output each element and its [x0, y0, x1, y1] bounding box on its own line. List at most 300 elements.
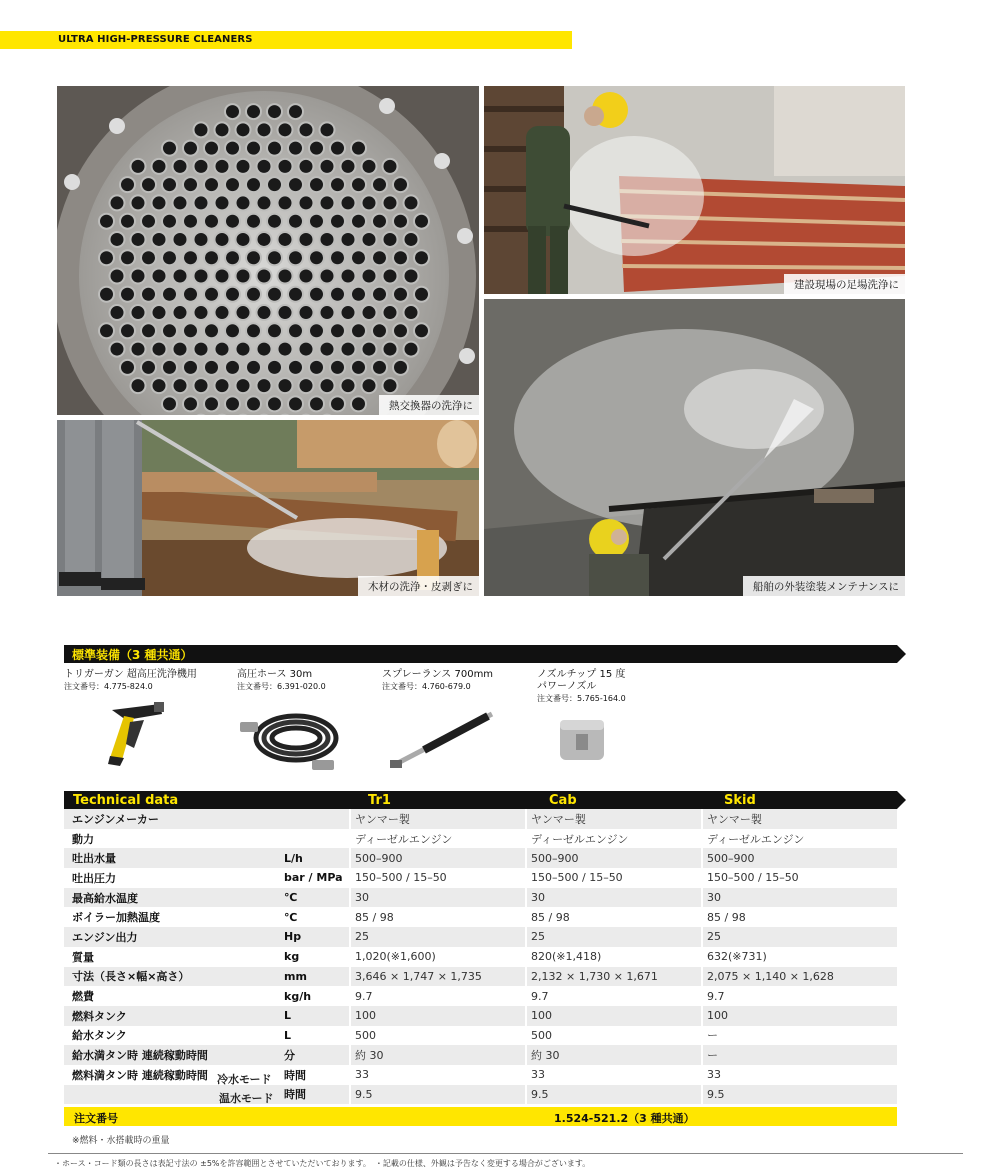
tube-hole: [225, 141, 240, 156]
tube-hole: [183, 214, 198, 229]
spec-value-skid: 9.5: [702, 1085, 897, 1105]
tube-hole: [299, 159, 314, 174]
tube-hole: [173, 378, 188, 393]
tube-hole: [173, 269, 188, 284]
tube-hole: [309, 177, 324, 192]
order-number-label: 注文番号: [74, 1112, 118, 1125]
tube-hole: [225, 214, 240, 229]
tube-hole: [131, 232, 146, 247]
tube-hole: [267, 104, 282, 119]
band-arrow: [897, 791, 906, 809]
tube-hole: [278, 269, 293, 284]
tube-hole: [225, 177, 240, 192]
tube-hole: [341, 159, 356, 174]
spec-unit: kg: [284, 950, 300, 964]
tube-hole: [162, 214, 177, 229]
ship-illustration: [484, 299, 905, 596]
tube-hole: [257, 269, 272, 284]
spec-label: 寸法（長さ×幅×高さ）: [64, 967, 284, 987]
spec-value-tr1: 1,020(※1,600): [350, 947, 526, 967]
tube-hole: [141, 214, 156, 229]
spec-row: [64, 1006, 897, 1026]
tube-hole: [131, 305, 146, 320]
photo-caption: 建設現場の足場洗浄に: [784, 274, 905, 294]
tube-hole: [99, 323, 114, 338]
tube-hole: [299, 305, 314, 320]
timber-cleaning-photo: [57, 420, 479, 596]
tube-hole: [372, 323, 387, 338]
tube-hole: [414, 250, 429, 265]
tube-hole: [152, 232, 167, 247]
spec-value-cab: 33: [526, 1065, 702, 1085]
spec-value-skid: ー: [702, 1045, 897, 1065]
spec-label: 燃料満タン時 連続稼動時間: [72, 1068, 208, 1082]
tube-hole: [194, 378, 209, 393]
tube-hole: [215, 378, 230, 393]
spec-value-skid: ー: [702, 1026, 897, 1046]
tube-hole: [288, 214, 303, 229]
tube-hole: [120, 250, 135, 265]
spec-value-tr1: ディーゼルエンジン: [350, 829, 526, 849]
tube-hole: [120, 360, 135, 375]
spec-value-skid: 632(※731): [702, 947, 897, 967]
spec-label: 吐出水量: [64, 848, 284, 868]
tube-hole: [278, 378, 293, 393]
tube-hole: [131, 378, 146, 393]
tube-hole: [404, 269, 419, 284]
tube-hole: [194, 122, 209, 137]
tube-hole: [173, 159, 188, 174]
section-title: ULTRA HIGH-PRESSURE CLEANERS: [58, 34, 253, 45]
spec-row: [64, 809, 897, 829]
spec-row: [64, 1065, 897, 1085]
tube-hole: [299, 378, 314, 393]
spec-label: エンジンメーカー: [64, 809, 284, 829]
spec-row: [64, 947, 897, 967]
tube-hole: [320, 342, 335, 357]
model-cab-header: Cab: [549, 793, 577, 808]
spec-label: 燃料タンク: [64, 1006, 284, 1026]
tube-hole: [267, 214, 282, 229]
accessory-name: ノズルチップ 15 度: [537, 669, 626, 680]
tube-hole: [120, 177, 135, 192]
tube-hole: [383, 378, 398, 393]
tube-hole: [183, 250, 198, 265]
hot-water-mode-label: 温水モード: [219, 1092, 274, 1105]
spec-value-tr1: 33: [350, 1065, 526, 1085]
tube-hole: [173, 342, 188, 357]
spec-label: 給水タンク: [72, 1029, 127, 1043]
tube-hole: [404, 195, 419, 210]
tube-hole: [351, 323, 366, 338]
tube-hole: [351, 396, 366, 411]
tube-hole: [99, 214, 114, 229]
tube-hole: [215, 232, 230, 247]
tube-hole: [309, 323, 324, 338]
tube-hole: [299, 232, 314, 247]
tube-hole: [288, 250, 303, 265]
standard-equipment-title: 標準装備（3 種共通）: [72, 648, 193, 662]
spec-value-skid: 30: [702, 888, 897, 908]
tube-hole: [110, 232, 125, 247]
tube-hole: [309, 360, 324, 375]
tube-hole: [362, 159, 377, 174]
tube-hole: [225, 360, 240, 375]
tube-hole: [278, 122, 293, 137]
tube-hole: [183, 323, 198, 338]
tube-hole: [236, 122, 251, 137]
tube-hole: [257, 122, 272, 137]
tube-hole: [120, 214, 135, 229]
tube-hole: [246, 396, 261, 411]
tube-hole: [257, 342, 272, 357]
tube-hole: [309, 396, 324, 411]
tube-hole: [257, 232, 272, 247]
spec-unit: ℃: [284, 910, 298, 924]
accessory-trigger-gun: [64, 669, 197, 692]
tube-hole: [414, 287, 429, 302]
tube-hole: [194, 159, 209, 174]
accessory-code: 注文番号：4.760-679.0: [382, 682, 471, 691]
tube-hole: [309, 287, 324, 302]
tube-hole: [204, 360, 219, 375]
tube-hole: [246, 360, 261, 375]
spec-value-cab: 9.5: [526, 1085, 702, 1105]
tube-hole: [330, 177, 345, 192]
spec-unit: Hp: [284, 927, 350, 947]
tube-hole: [330, 250, 345, 265]
tube-hole: [131, 195, 146, 210]
tube-hole: [110, 342, 125, 357]
tube-hole: [204, 141, 219, 156]
tube-hole: [288, 360, 303, 375]
tube-hole: [320, 232, 335, 247]
tube-hole: [152, 269, 167, 284]
order-number-row: [64, 1107, 897, 1126]
tube-hole: [183, 396, 198, 411]
tube-hole: [183, 360, 198, 375]
spec-value-cab: 150–500 / 15–50: [526, 868, 702, 888]
tube-hole: [341, 269, 356, 284]
tube-hole: [225, 396, 240, 411]
spec-value-cab: 820(※1,418): [526, 947, 702, 967]
tube-hole: [215, 122, 230, 137]
tube-hole: [183, 141, 198, 156]
spec-unit: L: [284, 1006, 350, 1026]
spec-unit: 時間: [284, 1085, 350, 1105]
spec-value-tr1: 85 / 98: [350, 907, 526, 927]
tube-hole: [131, 269, 146, 284]
tube-hole: [341, 232, 356, 247]
tube-hole: [246, 104, 261, 119]
spec-value-skid: ヤンマー製: [702, 809, 897, 829]
spec-unit: L: [284, 1028, 292, 1042]
spec-value-tr1: 3,646 × 1,747 × 1,735: [350, 967, 526, 987]
tube-hole: [288, 177, 303, 192]
tube-hole: [173, 305, 188, 320]
tube-hole: [351, 214, 366, 229]
tube-hole: [267, 287, 282, 302]
tube-hole: [204, 323, 219, 338]
tube-hole: [267, 396, 282, 411]
scaffold-cleaning-photo: [484, 86, 905, 294]
tube-hole: [372, 177, 387, 192]
spec-value-cab: ディーゼルエンジン: [526, 829, 702, 849]
technical-data-band: [64, 791, 897, 809]
tube-hole: [288, 141, 303, 156]
spec-value-cab: 85 / 98: [526, 907, 702, 927]
tube-hole: [383, 305, 398, 320]
tube-hole: [393, 214, 408, 229]
tube-hole: [320, 159, 335, 174]
tube-hole: [278, 342, 293, 357]
accessory-nozzle-tip: [537, 669, 626, 704]
tube-hole: [246, 214, 261, 229]
spec-value-cab: 2,132 × 1,730 × 1,671: [526, 967, 702, 987]
spec-label: 吐出圧力: [72, 871, 116, 885]
tube-hole: [110, 305, 125, 320]
tube-hole: [372, 250, 387, 265]
tube-hole: [236, 232, 251, 247]
heat-exchanger-photo: [57, 86, 479, 415]
tube-hole: [257, 305, 272, 320]
photo-caption: 熱交換器の洗浄に: [379, 395, 479, 415]
tube-hole: [414, 323, 429, 338]
accessory-code: 注文番号：4.775-824.0: [64, 682, 153, 691]
tube-hole: [383, 159, 398, 174]
tube-hole: [141, 287, 156, 302]
spec-row: [64, 1085, 897, 1105]
tube-hole: [288, 104, 303, 119]
spec-row: [64, 967, 897, 987]
tube-hole: [225, 250, 240, 265]
tube-hole: [99, 287, 114, 302]
spec-unit: kg/h: [284, 989, 312, 1003]
spec-value-skid: ディーゼルエンジン: [702, 829, 897, 849]
tube-hole: [204, 214, 219, 229]
tube-hole: [162, 250, 177, 265]
accessory-hose: [237, 669, 326, 692]
tube-hole: [362, 342, 377, 357]
accessory-name: トリガーガン 超高圧洗浄機用: [64, 669, 197, 680]
tube-hole: [120, 323, 135, 338]
tube-hole: [246, 287, 261, 302]
tube-hole: [351, 360, 366, 375]
spec-unit: 分: [284, 1045, 350, 1065]
tube-hole: [225, 287, 240, 302]
tube-hole: [120, 287, 135, 302]
spec-value-tr1: 500: [350, 1026, 526, 1046]
tube-hole: [257, 159, 272, 174]
spec-value-skid: 500–900: [702, 848, 897, 868]
tube-hole: [362, 305, 377, 320]
tube-hole: [152, 159, 167, 174]
spec-label: 給水満タン時 連続稼動時間: [64, 1045, 284, 1065]
tube-hole: [351, 177, 366, 192]
spec-value-tr1: 約 30: [350, 1045, 526, 1065]
tube-hole: [320, 378, 335, 393]
tube-hole: [267, 360, 282, 375]
spec-row: [64, 1045, 897, 1065]
spec-unit: [284, 829, 350, 849]
tube-hole: [236, 269, 251, 284]
tube-hole: [309, 214, 324, 229]
model-tr1-header: Tr1: [368, 793, 391, 808]
tube-hole: [267, 250, 282, 265]
spec-unit: L/h: [284, 848, 350, 868]
tube-hole: [404, 342, 419, 357]
spec-unit: mm: [284, 967, 350, 987]
spec-value-tr1: 9.7: [350, 986, 526, 1006]
weight-note: ※燃料・水搭載時の重量: [72, 1136, 170, 1146]
spec-value-tr1: 25: [350, 927, 526, 947]
tube-hole: [393, 250, 408, 265]
tube-hole: [320, 122, 335, 137]
spec-label: 質量: [72, 950, 94, 964]
tube-hole: [320, 195, 335, 210]
tube-hole: [383, 232, 398, 247]
tube-hole: [278, 232, 293, 247]
tube-hole: [183, 177, 198, 192]
tube-hole: [152, 195, 167, 210]
spec-label: ボイラー加熱温度: [72, 911, 160, 925]
tube-hole: [173, 232, 188, 247]
tube-hole: [351, 141, 366, 156]
tube-hole: [152, 342, 167, 357]
tube-hole: [414, 214, 429, 229]
spec-value-tr1: 100: [350, 1006, 526, 1026]
accessory-name-2: パワーノズル: [537, 681, 597, 692]
tube-hole: [299, 122, 314, 137]
tube-hole: [215, 342, 230, 357]
tube-hole: [393, 177, 408, 192]
spec-row: [64, 986, 897, 1006]
spec-unit: [284, 809, 350, 829]
spec-value-cab: 9.7: [526, 986, 702, 1006]
tube-hole: [246, 323, 261, 338]
tube-hole: [267, 323, 282, 338]
tube-hole: [162, 141, 177, 156]
tube-hole: [341, 342, 356, 357]
spec-row: [64, 1026, 897, 1046]
tube-hole: [362, 378, 377, 393]
nozzle-tip-icon: [552, 712, 612, 768]
tube-hole: [351, 250, 366, 265]
spec-label: 最高給水温度: [64, 888, 284, 908]
tube-hole: [141, 323, 156, 338]
tube-hole: [330, 287, 345, 302]
tube-hole: [215, 195, 230, 210]
tube-hole: [288, 287, 303, 302]
tube-hole: [131, 342, 146, 357]
spec-value-skid: 2,075 × 1,140 × 1,628: [702, 967, 897, 987]
ship-maintenance-photo: [484, 299, 905, 596]
accessory-code: 注文番号：5.765-164.0: [537, 694, 626, 703]
spec-row: [64, 907, 897, 927]
spec-value-skid: 85 / 98: [702, 907, 897, 927]
spec-value-skid: 100: [702, 1006, 897, 1026]
spec-unit: bar / MPa: [284, 871, 343, 885]
spec-value-tr1: 9.5: [350, 1085, 526, 1105]
footer-note: ・ホース・コード類の長さは表記寸法の ±5%を許容範囲とさせていただいております。 ・記載の仕様、外観は予告なく変更する場合がございます。: [54, 1159, 591, 1168]
section-header-bar: [0, 31, 572, 49]
tube-hole: [162, 360, 177, 375]
footer-divider: [48, 1153, 963, 1154]
tube-hole: [309, 250, 324, 265]
spec-value-cab: 30: [526, 888, 702, 908]
tube-hole: [372, 360, 387, 375]
accessory-name: スプレーランス 700mm: [382, 669, 494, 680]
tube-hole: [194, 342, 209, 357]
spec-value-skid: 25: [702, 927, 897, 947]
tube-hole: [393, 360, 408, 375]
tube-hole: [341, 378, 356, 393]
spec-row: [64, 927, 897, 947]
band-arrow: [897, 645, 906, 663]
heat-exchanger-illustration: [57, 86, 479, 415]
tube-hole: [383, 269, 398, 284]
tube-hole: [152, 378, 167, 393]
tube-hole: [236, 195, 251, 210]
tube-hole: [141, 177, 156, 192]
tube-hole: [162, 396, 177, 411]
tube-hole: [267, 141, 282, 156]
tube-hole: [215, 159, 230, 174]
tube-hole: [278, 159, 293, 174]
tube-hole: [257, 195, 272, 210]
tube-hole: [204, 177, 219, 192]
spec-value-cab: ヤンマー製: [526, 809, 702, 829]
tube-hole: [288, 323, 303, 338]
spec-value-cab: 500: [526, 1026, 702, 1046]
tube-hole: [404, 305, 419, 320]
spec-label: エンジン出力: [64, 927, 284, 947]
tube-hole: [278, 195, 293, 210]
order-number-value: 1.524-521.2（3 種共通）: [554, 1112, 695, 1125]
timber-illustration: [57, 420, 479, 596]
tube-hole: [194, 232, 209, 247]
tube-hole: [320, 269, 335, 284]
technical-data-title: Technical data: [73, 793, 179, 808]
tube-hole: [341, 305, 356, 320]
tube-hole: [236, 342, 251, 357]
tube-hole: [141, 360, 156, 375]
photo-caption: 船舶の外装塗装メンテナンスに: [743, 576, 905, 596]
tube-hole: [362, 195, 377, 210]
tube-hole: [225, 323, 240, 338]
tube-hole: [236, 159, 251, 174]
tube-hole: [194, 305, 209, 320]
spec-unit: 時間: [284, 1068, 306, 1082]
spec-row: [64, 888, 897, 908]
tube-hole: [236, 305, 251, 320]
scaffold-illustration: [484, 86, 905, 294]
tube-hole: [393, 287, 408, 302]
tube-hole: [194, 195, 209, 210]
tube-hole: [183, 287, 198, 302]
hose-icon: [236, 700, 342, 774]
spray-lance-icon: [388, 708, 500, 770]
tube-hole: [257, 378, 272, 393]
tube-hole: [246, 141, 261, 156]
tube-hole: [383, 342, 398, 357]
tube-hole: [330, 214, 345, 229]
tube-hole: [162, 287, 177, 302]
tube-hole: [215, 305, 230, 320]
tube-hole: [288, 396, 303, 411]
tube-hole: [330, 323, 345, 338]
spec-label: 動力: [72, 832, 94, 846]
